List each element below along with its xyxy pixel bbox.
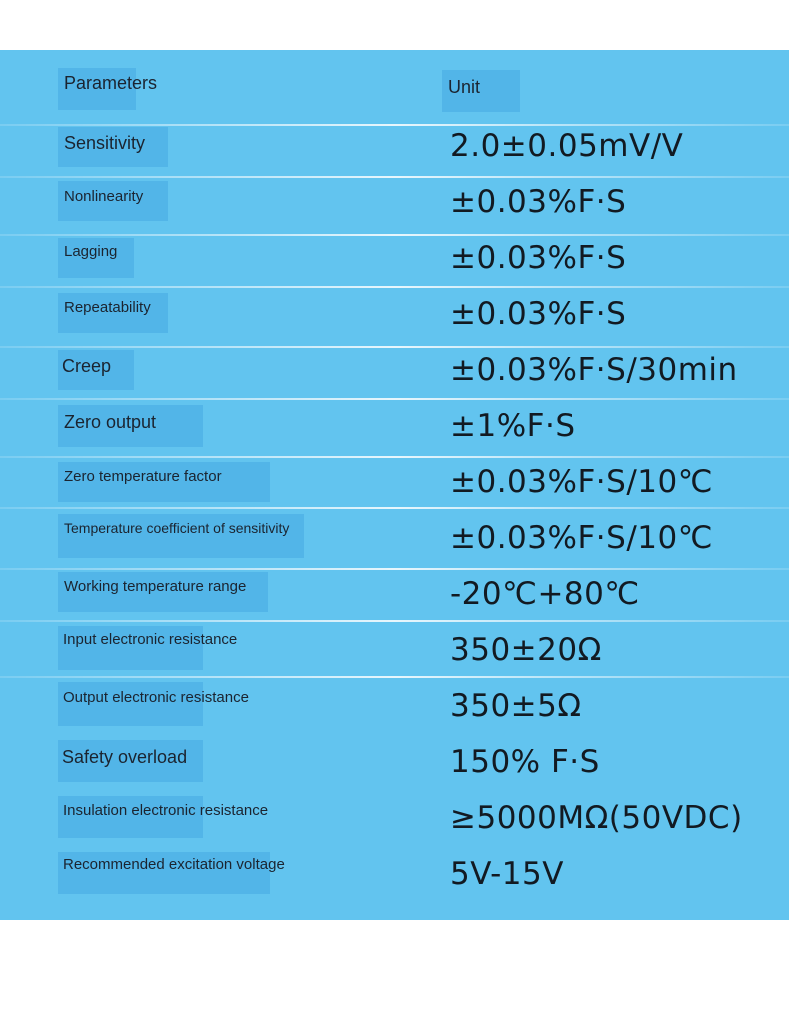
separator bbox=[0, 620, 789, 622]
param-value: ±1%F·S bbox=[450, 408, 576, 444]
param-label: Working temperature range bbox=[64, 578, 247, 595]
param-value: ±0.03%F·S/10℃ bbox=[450, 464, 714, 500]
param-value: ±0.03%F·S/10℃ bbox=[450, 520, 714, 556]
param-label: Nonlinearity bbox=[64, 188, 144, 205]
separator bbox=[0, 568, 789, 570]
param-label: Zero temperature factor bbox=[64, 468, 222, 485]
separator bbox=[0, 176, 789, 178]
param-value: ±0.03%F·S bbox=[450, 296, 627, 332]
param-label: Repeatability bbox=[64, 299, 151, 316]
param-label: Temperature coefficient of sensitivity bbox=[64, 520, 290, 536]
spec-table bbox=[0, 50, 789, 920]
separator bbox=[0, 124, 789, 126]
header-parameters: Parameters bbox=[64, 73, 158, 93]
param-value: 5V-15V bbox=[450, 856, 564, 892]
param-value: 2.0±0.05mV/V bbox=[450, 128, 684, 164]
separator bbox=[0, 286, 789, 288]
param-label: Lagging bbox=[64, 243, 118, 260]
param-value: 350±5Ω bbox=[450, 688, 582, 724]
param-value: -20℃+80℃ bbox=[450, 576, 640, 612]
param-label: Zero output bbox=[64, 412, 157, 432]
param-value: 150% F·S bbox=[450, 744, 600, 780]
param-label: Creep bbox=[62, 356, 112, 376]
param-label: Safety overload bbox=[62, 747, 188, 767]
param-value: ≥5000MΩ(50VDC) bbox=[450, 800, 743, 836]
param-label: Output electronic resistance bbox=[63, 689, 249, 706]
header-unit: Unit bbox=[448, 77, 481, 97]
param-value: 350±20Ω bbox=[450, 632, 602, 668]
separator bbox=[0, 676, 789, 678]
separator bbox=[0, 398, 789, 400]
param-value: ±0.03%F·S/30min bbox=[450, 352, 738, 388]
param-value: ±0.03%F·S bbox=[450, 184, 627, 220]
param-value: ±0.03%F·S bbox=[450, 240, 627, 276]
separator bbox=[0, 346, 789, 348]
param-label: Sensitivity bbox=[64, 133, 146, 153]
separator bbox=[0, 234, 789, 236]
param-label: Input electronic resistance bbox=[63, 631, 238, 648]
param-label: Recommended excitation voltage bbox=[63, 856, 285, 873]
separator bbox=[0, 507, 789, 509]
separator bbox=[0, 456, 789, 458]
param-label: Insulation electronic resistance bbox=[63, 802, 269, 819]
